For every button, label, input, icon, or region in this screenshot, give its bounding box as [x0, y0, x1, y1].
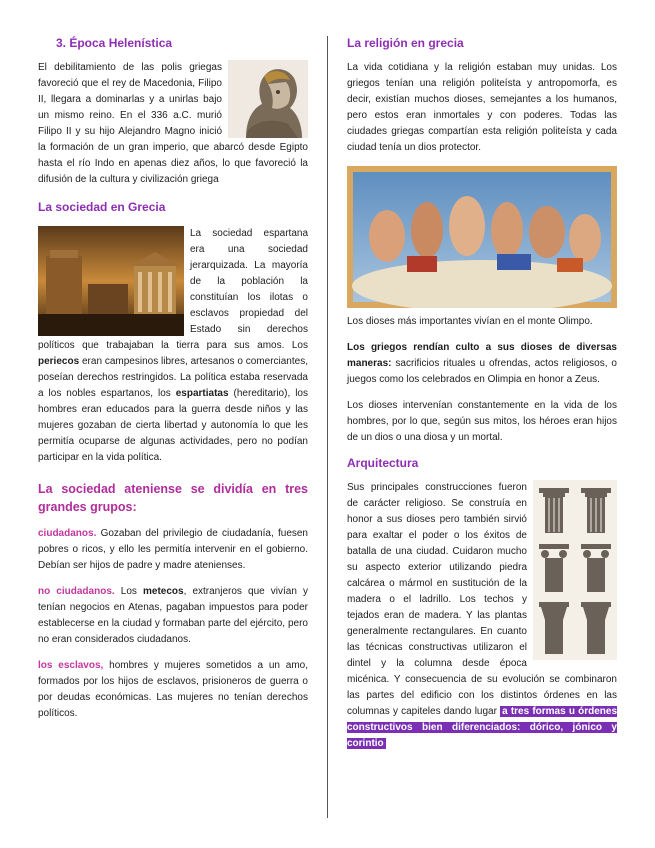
column-divider	[327, 36, 328, 818]
hellenistic-text: El debilitamiento de las polis griegas favoreció que el rey de Macedonia, Filipo II, llegara a dominarlas y a unirlas bajo un mismo reino. En el 336 a.C. murió Filipo II y su hijo Alejandro Magno inició la formación de un gran imperio, que abarcó desde Egipto hasta el río Indo en apenas diez años, lo que favoreció la difusión de la cultura y civilización griega	[38, 62, 308, 185]
sparta-city-painting	[38, 226, 184, 336]
alexander-bust-image	[228, 60, 308, 138]
arch-title: Arquitectura	[347, 456, 419, 470]
slaves-label: los esclavos,	[38, 660, 104, 671]
right-column	[347, 36, 617, 752]
gods-life-text: Los dioses intervenían constantemente en la vida de los hombres, por lo que, según sus mitos, los héroes eran hijos de un dios o una diosa y un mortal.	[347, 400, 617, 443]
noncitizens-label: no ciudadanos.	[38, 586, 115, 597]
religion-text: La vida cotidiana y la religión estaban muy unidas. Los griegos tenían una religión politeísta y antropomorfa, es decir, existían muchos dioses, semejantes a los humanos, pero estos eran inmortales y con poderes. Todas las ciudades griegas compartían esta religión politeísta y cada ciudad tenía un dios protector.	[347, 62, 617, 153]
espartiatas-term: espartiatas	[175, 388, 229, 399]
society-title: La sociedad en Grecia	[38, 200, 166, 214]
column-orders-illustration	[533, 480, 617, 660]
metecos-term: metecos	[143, 586, 184, 597]
citizens-label: ciudadanos.	[38, 528, 97, 539]
gods-caption: Los dioses más importantes vivían en el monte Olimpo.	[347, 316, 593, 327]
citizens-paragraph: ciudadanos. Gozaban del privilegio de ciudadanía, fuesen pobres o ricos, y ello les permitía intervenir en el gobierno. Debían ser hijos de padre y madre atenienses.	[38, 528, 308, 571]
noncitizens-paragraph: no ciudadanos. Los metecos, extranjeros que vivían y tenían negocios en Atenas, pagaban impuestos para poder establecerse en la ciudad y formaban parte del ejército, pero no eran considerados ciudadanos.	[38, 586, 309, 645]
worship-bold: Los griegos rendían culto a sus dioses de diversas maneras:	[347, 342, 617, 369]
periecos-term: periecos	[38, 356, 80, 367]
hellenistic-title: 3. Época Helenística	[56, 36, 173, 50]
religion-title: La religión en grecia	[347, 36, 464, 50]
left-column	[38, 36, 308, 722]
society-text: La sociedad espartana era una sociedad jerarquizada. La mayoría de la población la constituían los ilotas o esclavos propiedad del Estado sin derechos políticos que trabajaban la tierra para sus amos. Los periecos eran campesinos libres, artesanos o comerciantes, poseían derechos restringidos. La política estaba reservada a los nobles espartanos, los espartiatas (hereditario), los hombres eran educados para la guerra desde niños y las mujeres gozaban de cierta libertad y autonomía lo que les permitía ocuparse de algunas actividades, pero no podían participar en la vida política.	[38, 228, 308, 463]
orders-highlight: a tres formas u órdenes constructivos bien diferenciados: dórico, jónico y corintio	[347, 706, 618, 749]
slaves-paragraph: los esclavos, hombres y mujeres sometidos a un amo, formados por los hijos de esclavos, prisioneros de guerra o por deudas económicas. Las mujeres no tenían derechos políticos.	[38, 660, 308, 719]
worship-paragraph: Los griegos rendían culto a sus dioses de diversas maneras: sacrificios rituales u ofrendas, actos religiosos, o juegos como los celebrados en Olimpia en honor a Zeus.	[347, 342, 617, 385]
arch-text: Sus principales construcciones fueron de carácter religioso. Se construía en honor a sus dioses pero también sirvió para exaltar el poder o los éxitos de batalla de una ciudad. Cuidaron mucho su aspecto exterior utilizando piedra calcárea o mármol en sustitución de la madera o el ladrillo. Los techos y tejados eran de madera. Y las plantas generalmente rectangulares. En cuanto las técnicas constructivas utilizaron el dintel y la columna desde época micénica. Y consecuencia de su evolución se combinaron las partes del edificio con los distintos órdenes en las columnas y capiteles dando lugar a tres formas u órdenes constructivos bien diferenciados: dórico, jónico y corintio	[347, 482, 618, 749]
olympus-gods-fresco	[347, 166, 617, 308]
athens-title: La sociedad ateniense se dividía en tres grandes grupos:	[38, 482, 308, 514]
